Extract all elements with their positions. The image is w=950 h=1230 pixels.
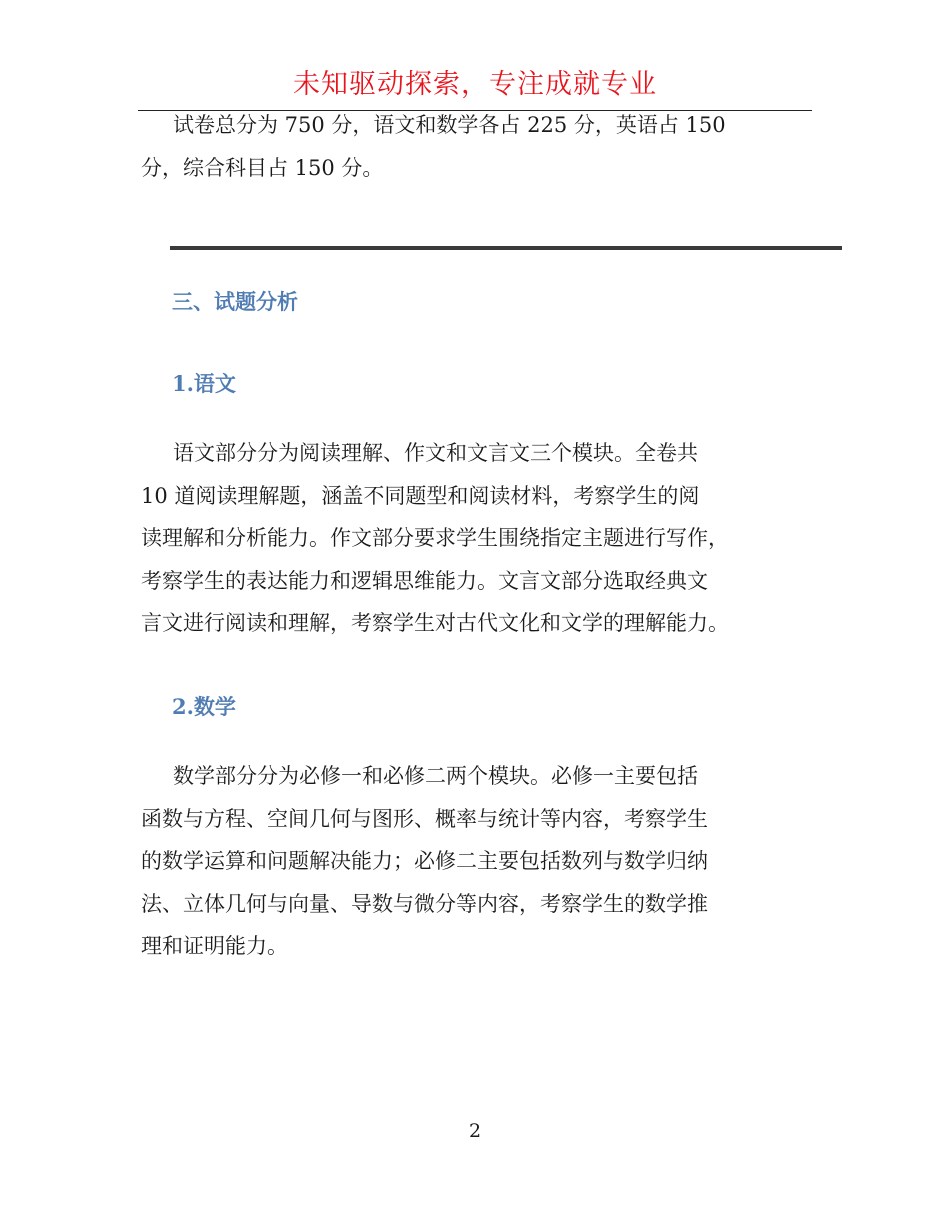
section-divider bbox=[170, 246, 842, 250]
header-title: 未知驱动探索，专注成就专业 bbox=[293, 69, 657, 100]
paragraph-line: 试卷总分为 750 分，语文和数学各占 225 分，英语占 150 bbox=[173, 113, 726, 137]
paragraph-line: 读理解和分析能力。作文部分要求学生围绕指定主题进行写作， bbox=[141, 526, 729, 550]
paragraph-line: 分，综合科目占 150 分。 bbox=[141, 155, 384, 180]
paragraph-line: 数学部分分为必修一和必修二两个模块。必修一主要包括 bbox=[173, 764, 698, 788]
section-heading: 三、试题分析 bbox=[172, 289, 298, 314]
intro-paragraph bbox=[141, 104, 811, 189]
paragraph-line: 法、立体几何与向量、导数与微分等内容，考察学生的数学推 bbox=[141, 891, 708, 916]
paragraph-line: 语文部分分为阅读理解、作文和文言文三个模块。全卷共 bbox=[173, 441, 698, 465]
paragraph-line: 理和证明能力。 bbox=[141, 934, 288, 958]
math-paragraph bbox=[141, 755, 821, 968]
subsection-heading-chinese: 1.语文 bbox=[172, 371, 236, 396]
subsection-heading-math: 2.数学 bbox=[172, 694, 236, 719]
paragraph-line: 言文进行阅读和理解，考察学生对古代文化和文学的理解能力。 bbox=[141, 611, 729, 635]
page-number: 2 bbox=[468, 1120, 482, 1142]
paragraph-line: 的数学运算和问题解决能力；必修二主要包括数列与数学归纳 bbox=[141, 849, 708, 873]
paragraph-line: 考察学生的表达能力和逻辑思维能力。文言文部分选取经典文 bbox=[141, 568, 708, 593]
paragraph-line: 函数与方程、空间几何与图形、概率与统计等内容，考察学生 bbox=[141, 806, 708, 831]
chinese-paragraph bbox=[141, 432, 831, 645]
paragraph-line: 10 道阅读理解题，涵盖不同题型和阅读材料，考察学生的阅 bbox=[141, 483, 700, 508]
